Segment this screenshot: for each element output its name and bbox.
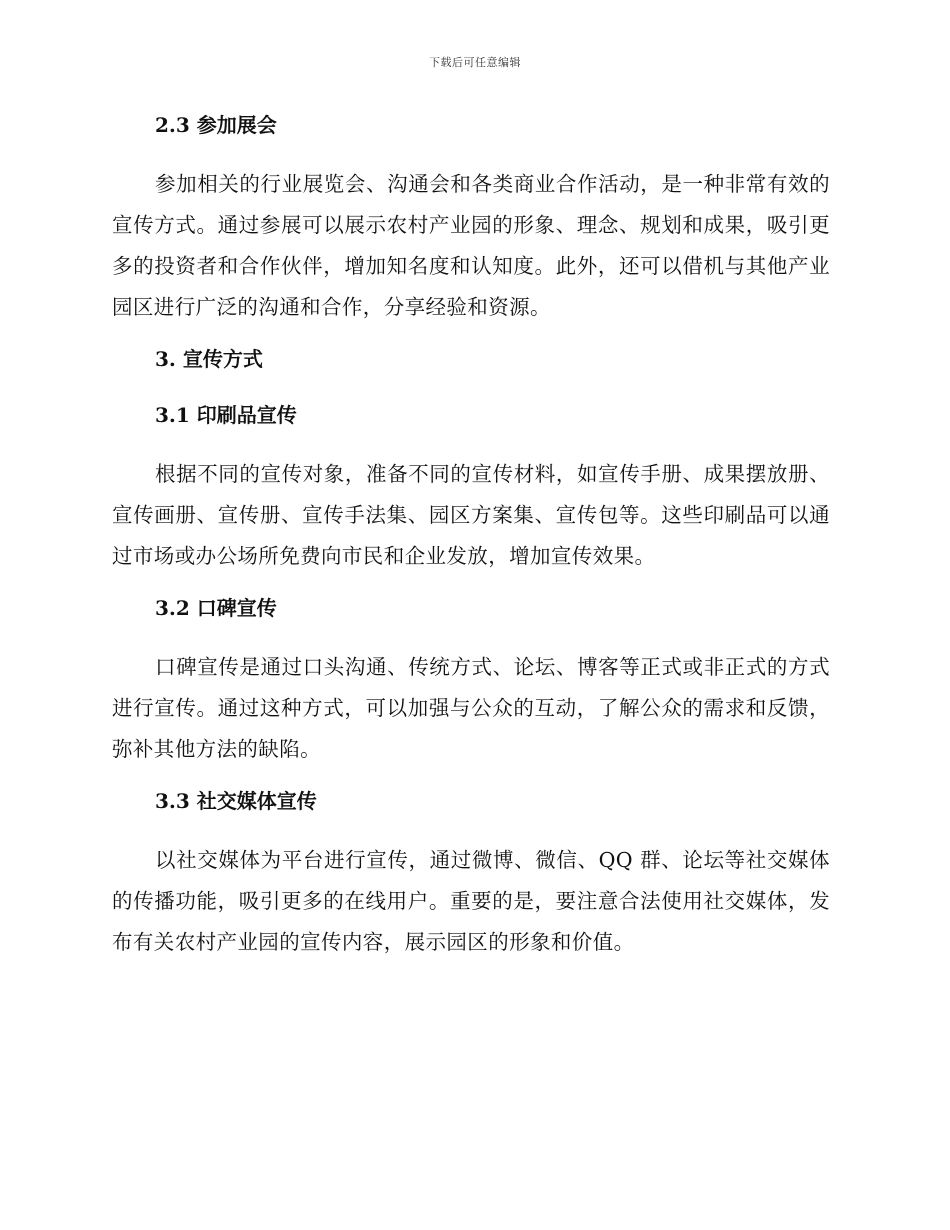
paragraph-word-of-mouth: 口碑宣传是通过口头沟通、传统方式、论坛、博客等正式或非正式的方式进行宣传。通过这种方式，可以加强与公众的互动，了解公众的需求和反馈，弥补其他方法的缺陷。: [112, 655, 830, 761]
paragraph-exhibition: 参加相关的行业展览会、沟通会和各类商业合作活动，是一种非常有效的宣传方式。通过参展可以展示农村产业园的形象、理念、规划和成果，吸引更多的投资者和合作伙伴，增加知名度和认知度。此外，还可以借机与其他产业园区进行广泛的沟通和合作，分享经验和资源。: [112, 172, 830, 319]
section-heading-3-1: 3.1 印刷品宣传: [155, 403, 297, 427]
paragraph-social-media: 以社交媒体为平台进行宣传，通过微博、微信、QQ 群、论坛等社交媒体的传播功能，吸引更多的在线用户。重要的是，要注意合法使用社交媒体，发布有关农村产业园的宣传内容，展示园区的形象和价值。: [112, 848, 830, 954]
section-heading-3-2: 3.2 口碑宣传: [155, 596, 277, 620]
paragraph-print-materials: 根据不同的宣传对象，准备不同的宣传材料，如宣传手册、成果摆放册、宣传画册、宣传册、宣传手法集、园区方案集、宣传包等。这些印刷品可以通过市场或办公场所免费向市民和企业发放，增加宣传效果。: [112, 462, 830, 568]
section-heading-2-3: 2.3 参加展会: [155, 113, 277, 137]
section-heading-3: 3. 宣传方式: [155, 347, 263, 371]
section-heading-3-3: 3.3 社交媒体宣传: [155, 789, 317, 813]
document-body: [112, 108, 830, 977]
page-header: 下载后可任意编辑: [429, 56, 521, 69]
